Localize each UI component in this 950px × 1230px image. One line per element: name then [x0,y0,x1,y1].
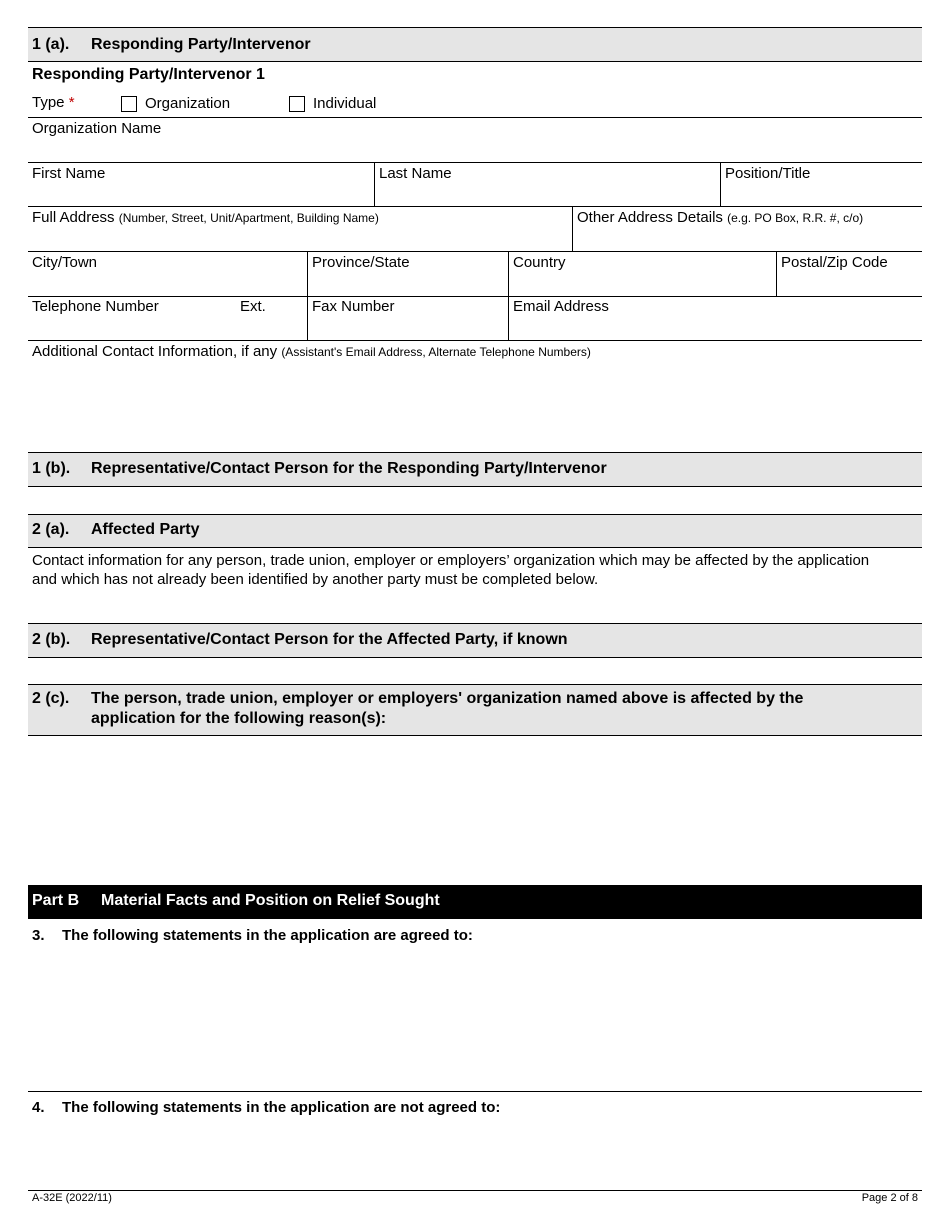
additional-contact-label: Additional Contact Information, if any (Assistant's Email Address, Alternate Telephone Numbers) [32,343,591,360]
section-title-line1: The person, trade union, employer or employers' organization named above is affected by the [91,690,804,707]
section-title-line2: application for the following reason(s): [91,710,387,727]
organization-name-field[interactable] [28,118,922,162]
question-3-answer-area[interactable] [28,948,922,1090]
divider [28,1091,922,1092]
fax-label: Fax Number [312,298,395,315]
question-4-answer-area[interactable] [28,1120,922,1188]
section-2a-instructions-line1: Contact information for any person, trade union, employer or employers’ organization which may be affected by the application [32,552,870,569]
organization-label: Organization [145,95,231,112]
part-title: Material Facts and Position on Relief Sought [101,892,440,909]
province-field[interactable] [308,252,508,296]
section-2b-header [28,623,922,658]
full-address-label: Full Address (Number, Street, Unit/Apartment, Building Name) [32,209,379,226]
additional-contact-field[interactable] [28,341,922,451]
section-title: Responding Party/Intervenor [91,36,311,53]
telephone-label: Telephone Number [32,298,159,315]
country-field[interactable] [509,252,776,296]
section-number: 1 (b). [32,460,71,477]
section-number: 2 (a). [32,521,70,538]
individual-checkbox[interactable] [289,96,305,112]
section-2a-instructions-line2: and which has not already been identified by another party must be completed below. [32,571,599,588]
individual-label: Individual [313,95,377,112]
other-address-hint: (e.g. PO Box, R.R. #, c/o) [727,211,864,225]
postal-code-field[interactable] [777,252,922,296]
section-number: 2 (c). [32,690,70,707]
part-b-header [28,885,922,919]
first-name-field[interactable] [28,163,374,206]
extension-label: Ext. [240,298,266,315]
footer-divider [28,1190,922,1191]
section-number: 1 (a). [32,36,70,53]
section-1b-header [28,452,922,487]
organization-checkbox[interactable] [121,96,137,112]
part-number: Part B [32,892,80,909]
organization-name-label: Organization Name [32,120,162,137]
position-title-field[interactable] [721,163,922,206]
question-4-text: The following statements in the application are not agreed to: [62,1099,501,1116]
country-label: Country [513,254,566,271]
email-label: Email Address [513,298,609,315]
city-field[interactable] [28,252,307,296]
section-2a-header [28,514,922,548]
question-3-text: The following statements in the application are agreed to: [62,927,473,944]
fax-field[interactable] [308,297,508,340]
required-marker: * [68,94,75,111]
section-title: Representative/Contact Person for the Affected Party, if known [91,631,568,648]
city-label: City/Town [32,254,98,271]
form-id: A-32E (2022/11) [32,1192,112,1204]
section-2c-answer-area[interactable] [28,737,922,883]
page-number: Page 2 of 8 [861,1192,918,1204]
email-field[interactable] [509,297,922,340]
subheading: Responding Party/Intervenor 1 [32,66,265,83]
full-address-field[interactable] [28,207,572,251]
postal-code-label: Postal/Zip Code [781,254,888,271]
position-title-label: Position/Title [725,165,811,182]
type-label: Type * [32,94,75,111]
other-address-label: Other Address Details (e.g. PO Box, R.R. #, c/o) [577,209,864,226]
last-name-label: Last Name [379,165,452,182]
first-name-label: First Name [32,165,106,182]
telephone-field[interactable] [28,297,307,340]
section-title: Representative/Contact Person for the Responding Party/Intervenor [91,460,607,477]
question-4-number: 4. [32,1099,45,1116]
full-address-hint: (Number, Street, Unit/Apartment, Building Name) [118,211,379,225]
question-3-number: 3. [32,927,45,944]
additional-contact-hint: (Assistant's Email Address, Alternate Telephone Numbers) [281,345,591,359]
section-title: Affected Party [91,521,200,538]
section-1a-header [28,27,922,62]
province-label: Province/State [312,254,410,271]
other-address-field[interactable] [573,207,922,251]
last-name-field[interactable] [375,163,720,206]
section-number: 2 (b). [32,631,71,648]
section-2c-header [28,684,922,736]
